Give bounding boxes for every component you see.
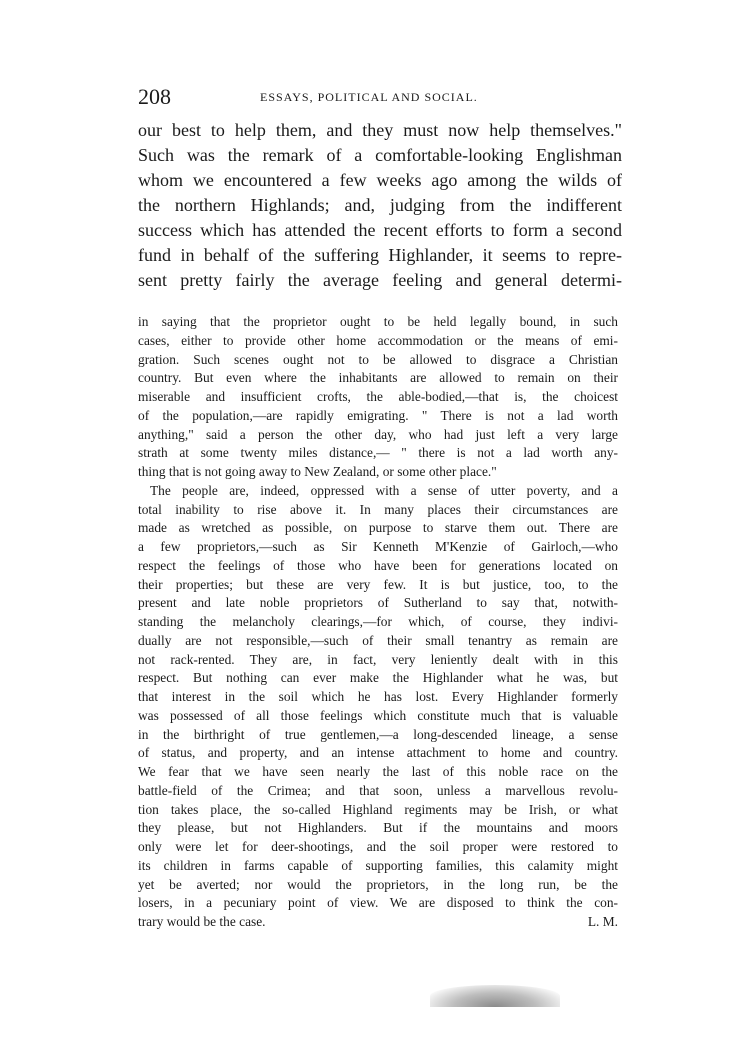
page-number: 208 [138,84,171,109]
note-line: of the population,—are rapidly emigrating. " There is not a lad worth [138,407,618,423]
main-line: our best to help them, and they must now help themselves." [138,120,622,140]
note-line: its children in farms capable of supporting families, this calamity might [138,857,618,873]
note-line: that interest in the soil which he has lost. Every Highlander formerly [138,689,618,704]
note-line: only were let for deer-shootings, and the soil proper were restored to [138,839,618,854]
running-head: ESSAYS, POLITICAL AND SOCIAL. [260,90,478,104]
page-header [138,84,618,108]
main-line: whom we encountered a few weeks ago among the wilds of [138,170,622,190]
note-line: yet be averted; nor would the proprietors, in the long run, be the [138,876,618,892]
note-line: respect. But nothing can ever make the Highlander what he was, but [138,670,618,686]
note-line: their properties; but these are very few. It is but justice, too, to the [138,576,618,592]
note-line: present and late noble proprietors of Sutherland to say that, notwith- [138,595,618,611]
main-text [138,118,622,293]
note-line: anything," said a person the other day, who had just left a very large [138,426,618,442]
note-line: battle-field of the Crimea; and that soon, unless a marvellous revolu- [138,782,618,798]
note-line: total inability to rise above it. In many places their circumstances are [138,501,618,517]
note-line: losers, in a pecuniary point of view. We are disposed to think the con- [138,895,618,911]
note-line: in the birthright of true gentlemen,—a long-descended lineage, a sense [138,726,618,742]
author-signature: L. M. [587,914,618,929]
footnote-text [138,313,618,932]
note-line: made as wretched as possible, on purpose to starve them out. There are [138,520,618,536]
note-line: they please, but not Highlanders. But if the mountains and moors [138,820,618,836]
note-line: trary would be the case. [138,914,266,929]
scan-smudge [430,985,560,1007]
note-line: tion takes place, the so-called Highland regiments may be Irish, or what [138,801,618,817]
note-line: thing that is not going away to New Zealand, or some other place." [138,464,497,479]
note-line: cases, either to provide other home accommodation or the means of emi- [138,332,618,348]
note-line: gration. Such scenes ought not to be allowed to disgrace a Christian [138,351,618,367]
main-line: success which has attended the recent efforts to form a second [138,220,622,240]
note-line: We fear that we have seen nearly the last of this noble race on the [138,764,618,779]
main-line: fund in behalf of the suffering Highlander, it seems to repre- [138,245,622,265]
main-line: sent pretty fairly the average feeling and general determi- [138,270,622,290]
note-line: miserable and insufficient crofts, the able-bodied,—that is, the choicest [138,389,618,404]
note-line: of status, and property, and an intense attachment to home and country. [138,745,618,761]
note-line: in saying that the proprietor ought to be held legally bound, in such [138,314,618,329]
note-line: a few proprietors,—such as Sir Kenneth M'Kenzie of Gairloch,—who [138,539,618,554]
note-line: The people are, indeed, oppressed with a sense of utter poverty, and a [150,482,618,498]
note-final-line [138,913,618,932]
note-line: not rack-rented. They are, in fact, very leniently dealt with in this [138,651,618,667]
note-line: standing the melancholy clearings,—for which, of course, they indivi- [138,614,618,629]
note-line: country. But even where the inhabitants are allowed to remain on their [138,370,618,386]
note-line: strath at some twenty miles distance,— " there is not a lad worth any- [138,445,618,461]
note-line: dually are not responsible,—such of their small tenantry as remain are [138,632,618,648]
note-line: was possessed of all those feelings which constitute much that is valuable [138,707,618,723]
main-line: Such was the remark of a comfortable-looking Englishman [138,145,622,165]
main-line: the northern Highlands; and, judging from the indifferent [138,195,622,215]
note-line: respect the feelings of those who have been for generations located on [138,557,618,573]
